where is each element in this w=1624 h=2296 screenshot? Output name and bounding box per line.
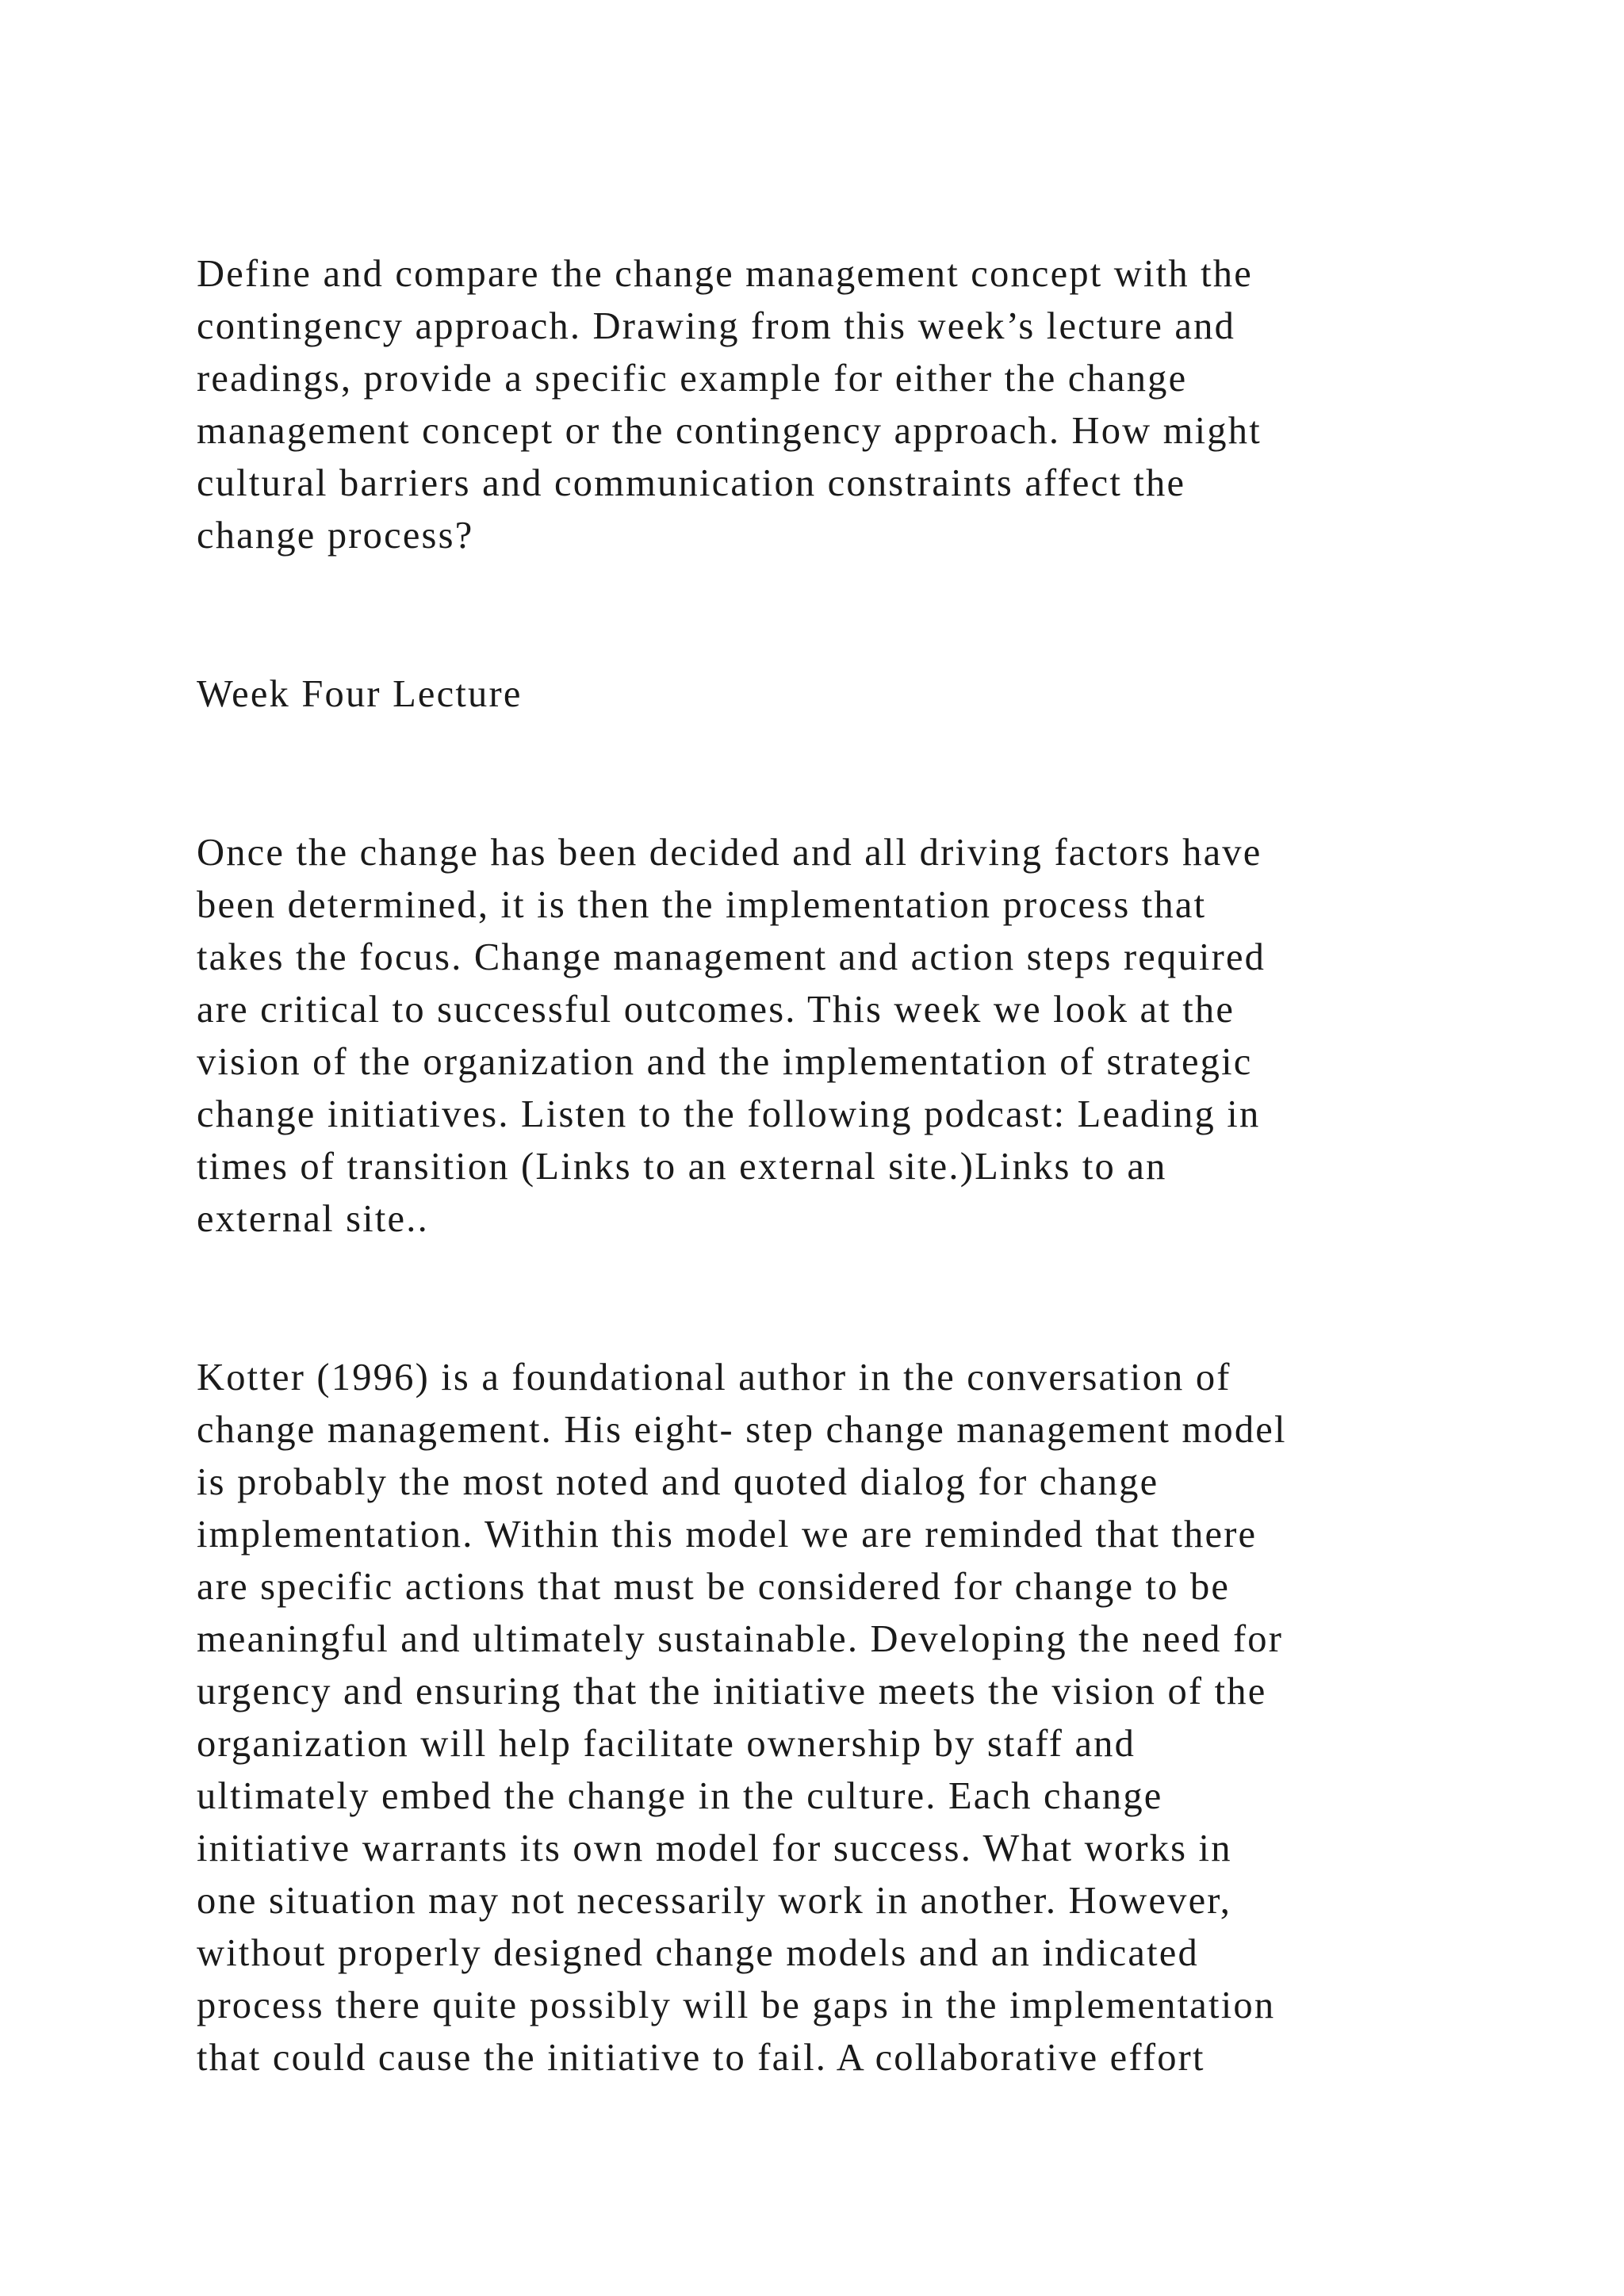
paragraph-1-line-1: Define and compare the change management concept with the <box>197 253 1253 295</box>
paragraph-1-line-5: cultural barriers and communication constraints affect the <box>197 462 1186 504</box>
paragraph-4-line-7: urgency and ensuring that the initiative meets the vision of the <box>197 1670 1267 1712</box>
paragraph-3-line-8: external site.. <box>197 1198 429 1240</box>
paragraph-4-line-2: change management. His eight- step change management model <box>197 1409 1287 1451</box>
paragraph-3-line-2: been determined, it is then the implementation process that <box>197 884 1207 926</box>
paragraph-4-line-4: implementation. Within this model we are reminded that there <box>197 1513 1258 1556</box>
paragraph-3-line-1: Once the change has been decided and all driving factors have <box>197 832 1262 874</box>
paragraph-3-line-5: vision of the organization and the implementation of strategic <box>197 1041 1253 1083</box>
paragraph-4-line-12: without properly designed change models and an indicated <box>197 1932 1199 1974</box>
paragraph-4-line-14: that could cause the initiative to fail. A collaborative effort <box>197 2037 1205 2079</box>
paragraph-4-line-1: Kotter (1996) is a foundational author in the conversation of <box>197 1357 1231 1399</box>
paragraph-3-line-7: times of transition (Links to an external site.)Links to an <box>197 1146 1167 1188</box>
paragraph-3-line-6: change initiatives. Listen to the following podcast: Leading in <box>197 1093 1261 1135</box>
paragraph-4-line-10: initiative warrants its own model for success. What works in <box>197 1827 1232 1869</box>
section-heading: Week Four Lecture <box>197 673 523 715</box>
paragraph-1-line-3: readings, provide a specific example for either the change <box>197 358 1188 400</box>
paragraph-4-line-6: meaningful and ultimately sustainable. Developing the need for <box>197 1618 1284 1660</box>
paragraph-1-line-2: contingency approach. Drawing from this week’s lecture and <box>197 305 1236 347</box>
paragraph-4-line-13: process there quite possibly will be gaps in the implementation <box>197 1984 1276 2026</box>
paragraph-4-line-11: one situation may not necessarily work in another. However, <box>197 1880 1232 1922</box>
paragraph-4-line-9: ultimately embed the change in the culture. Each change <box>197 1775 1163 1817</box>
paragraph-3-line-3: takes the focus. Change management and action steps required <box>197 936 1266 978</box>
paragraph-4-line-8: organization will help facilitate ownership by staff and <box>197 1723 1136 1765</box>
paragraph-4-line-5: are specific actions that must be considered for change to be <box>197 1566 1231 1608</box>
paragraph-1-line-6: change process? <box>197 515 474 557</box>
paragraph-3-line-4: are critical to successful outcomes. This week we look at the <box>197 989 1235 1031</box>
paragraph-4-line-3: is probably the most noted and quoted dialog for change <box>197 1461 1159 1503</box>
paragraph-1-line-4: management concept or the contingency approach. How might <box>197 410 1262 452</box>
